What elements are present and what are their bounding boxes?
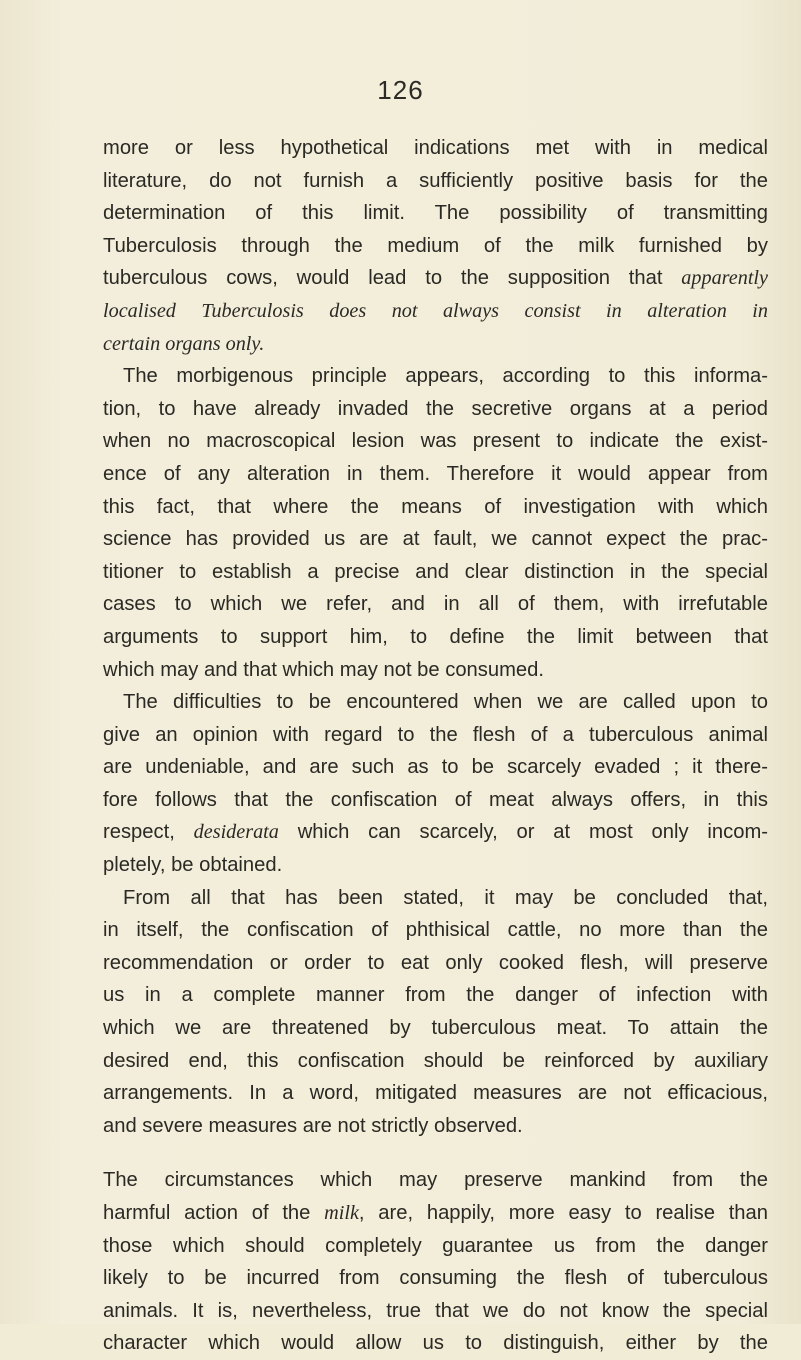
text-line: this fact, that where the means of investigation with which bbox=[103, 495, 768, 518]
italic-text: desiderata bbox=[193, 821, 279, 844]
text-line: when no macroscopical lesion was present to indicate the exist- bbox=[103, 430, 768, 453]
text-line bbox=[103, 295, 768, 328]
text-line: The circumstances which may preserve mankind from the bbox=[103, 1169, 768, 1192]
page-number: 126 bbox=[377, 75, 424, 105]
text-line: are undeniable, and are such as to be scarcely evaded ; it there- bbox=[103, 756, 768, 779]
text-line: tion, to have already invaded the secretive organs at a period bbox=[103, 397, 768, 420]
text-run: respect, bbox=[103, 821, 194, 844]
text-run: , are, happily, more easy to realise than bbox=[358, 1202, 768, 1224]
text-line: ence of any alteration in them. Therefore it would appear from bbox=[103, 462, 768, 485]
text-line: desired end, this confiscation should be reinforced by auxiliary bbox=[103, 1049, 768, 1072]
text-run: tuberculous cows, would lead to the supposition that bbox=[103, 267, 682, 290]
text-line: The morbigenous principle appears, according to this informa- bbox=[123, 365, 768, 388]
text-line bbox=[103, 816, 768, 849]
text-line: in itself, the confiscation of phthisical cattle, no more than the bbox=[103, 919, 768, 942]
text-line: arguments to support him, to define the limit between that bbox=[103, 625, 768, 648]
text-line: The difficulties to be encountered when we are called upon to bbox=[123, 691, 768, 714]
text-line: Tuberculosis through the medium of the milk furnished by bbox=[103, 234, 768, 257]
paragraph-1 bbox=[103, 132, 768, 360]
text-line: literature, do not furnish a sufficiently positive basis for the bbox=[103, 169, 768, 192]
text-line: and severe measures are not strictly observed. bbox=[103, 1114, 523, 1137]
text-run: harmful action of the bbox=[103, 1202, 325, 1224]
text-line bbox=[103, 328, 768, 361]
text-line: cases to which we refer, and in all of them, with irrefutable bbox=[103, 593, 768, 616]
paragraph-4 bbox=[103, 882, 768, 1143]
text-line: likely to be incurred from consuming the flesh of tuberculous bbox=[103, 1267, 768, 1290]
italic-text: localised Tuberculosis does not always consist in alteration in bbox=[103, 299, 768, 322]
paragraph-5 bbox=[103, 1164, 768, 1360]
text-line bbox=[103, 262, 768, 295]
text-line: us in a complete manner from the danger of infection with bbox=[103, 984, 768, 1007]
paragraph-3 bbox=[103, 686, 768, 882]
italic-text: apparently bbox=[681, 267, 768, 290]
text-line: give an opinion with regard to the flesh of a tuberculous animal bbox=[103, 723, 768, 746]
paragraph-2 bbox=[103, 360, 768, 686]
text-line: animals. It is, nevertheless, true that we do not know the special bbox=[103, 1299, 768, 1322]
text-line: arrangements. In a word, mitigated measures are not efficacious, bbox=[103, 1082, 768, 1105]
text-line: those which should completely guarantee us from the danger bbox=[103, 1234, 768, 1257]
text-line: character which would allow us to distinguish, either by the bbox=[103, 1332, 768, 1355]
text-line: more or less hypothetical indications met with in medical bbox=[103, 137, 768, 159]
text-line: determination of this limit. The possibility of transmitting bbox=[103, 202, 768, 225]
text-line: science has provided us are at fault, we cannot expect the prac- bbox=[103, 528, 768, 551]
paragraph-spacer bbox=[103, 1142, 768, 1164]
text-line: fore follows that the confiscation of meat always offers, in this bbox=[103, 788, 768, 811]
text-line bbox=[103, 1197, 768, 1230]
text-run: which can scarcely, or at most only incom- bbox=[278, 821, 768, 844]
text-line: which may and that which may not be consumed. bbox=[103, 658, 544, 681]
text-line: recommendation or order to eat only cooked flesh, will preserve bbox=[103, 951, 768, 974]
body-text bbox=[103, 132, 768, 1360]
italic-text: milk bbox=[324, 1202, 359, 1224]
text-line: which we are threatened by tuberculous meat. To attain the bbox=[103, 1017, 768, 1040]
text-line: pletely, be obtained. bbox=[103, 854, 283, 877]
text-line: From all that has been stated, it may be concluded that, bbox=[123, 886, 768, 909]
text-line: titioner to establish a precise and clear distinction in the special bbox=[103, 560, 768, 583]
italic-text: certain organs only. bbox=[103, 332, 265, 355]
